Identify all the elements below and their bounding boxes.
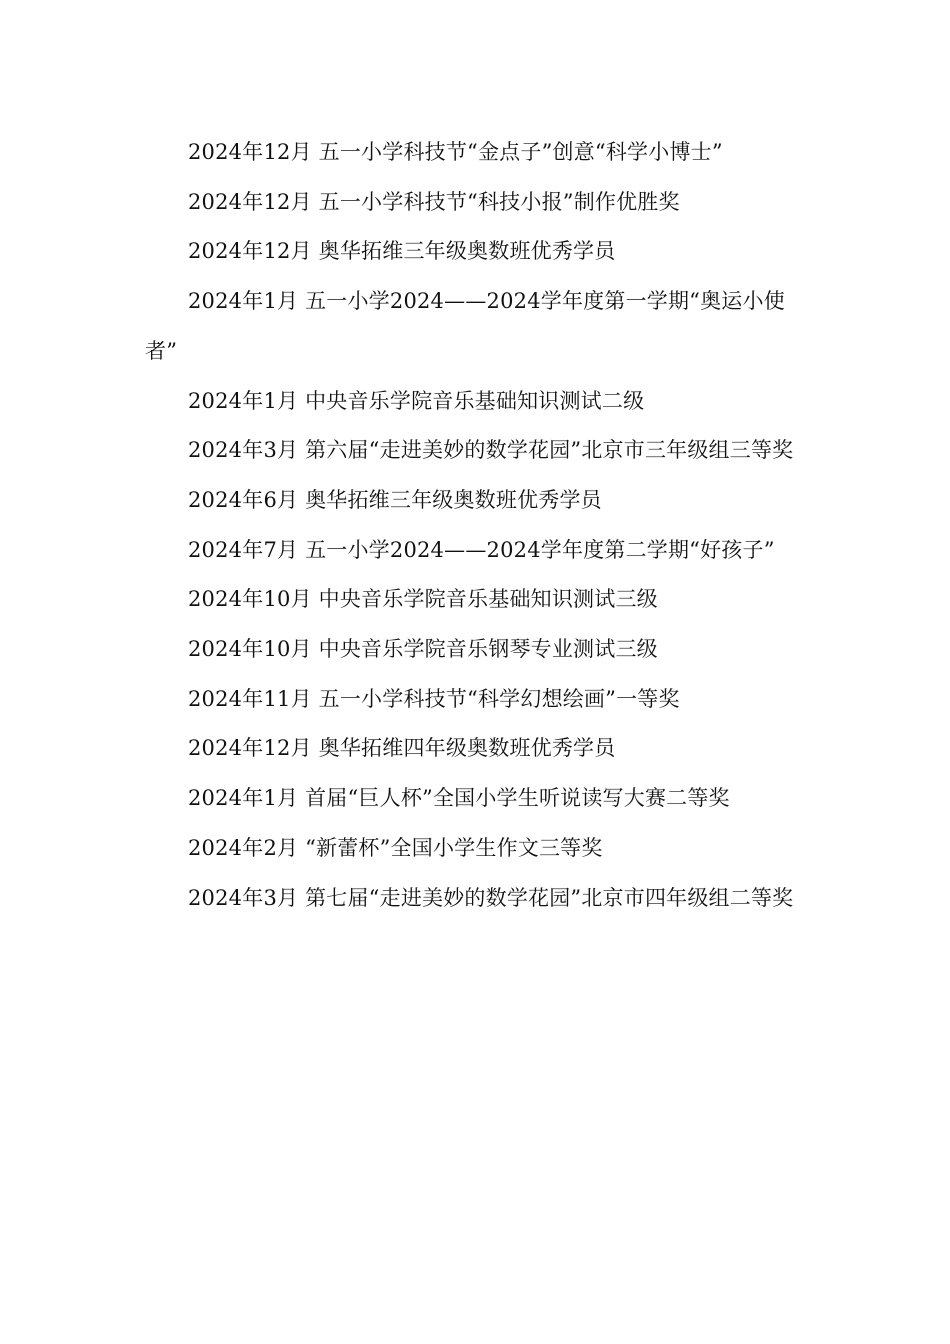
award-entry: 2024年12月 奥华拓维四年级奥数班优秀学员 — [188, 736, 616, 761]
award-entry: 2024年1月 五一小学2024——2024学年度第一学期“奥运小使者” — [145, 289, 785, 363]
award-entry: 2024年10月 中央音乐学院音乐基础知识测试三级 — [188, 587, 658, 612]
award-entry: 2024年12月 奥华拓维三年级奥数班优秀学员 — [188, 239, 616, 264]
award-list — [145, 128, 810, 923]
award-entry: 2024年1月 首届“巨人杯”全国小学生听说读写大赛二等奖 — [188, 786, 730, 811]
award-entry: 2024年2月 “新蕾杯”全国小学生作文三等奖 — [188, 835, 603, 860]
award-entry: 2024年12月 五一小学科技节“金点子”创意“科学小博士” — [188, 140, 723, 164]
award-entry: 2024年7月 五一小学2024——2024学年度第二学期“好孩子” — [188, 537, 775, 562]
award-entry: 2024年3月 第六届“走进美妙的数学花园”北京市三年级组三等奖 — [188, 438, 794, 463]
award-entry: 2024年11月 五一小学科技节“科学幻想绘画”一等奖 — [188, 686, 680, 711]
award-entry: 2024年10月 中央音乐学院音乐钢琴专业测试三级 — [188, 637, 658, 662]
award-entry: 2024年6月 奥华拓维三年级奥数班优秀学员 — [188, 487, 602, 512]
award-entry: 2024年3月 第七届“走进美妙的数学花园”北京市四年级组二等奖 — [188, 885, 794, 910]
award-entry: 2024年1月 中央音乐学院音乐基础知识测试二级 — [188, 388, 645, 413]
award-entry: 2024年12月 五一小学科技节“科技小报”制作优胜奖 — [188, 189, 680, 214]
